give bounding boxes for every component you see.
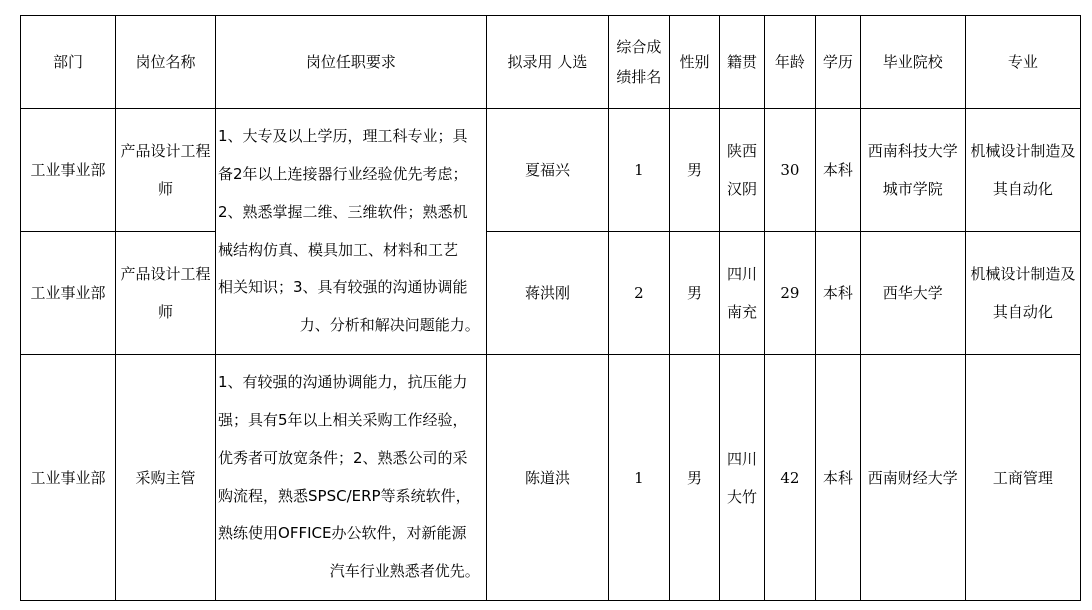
- cell-dept: 工业事业部: [21, 109, 116, 232]
- cell-major-line1: 机械设计制造及: [970, 265, 1076, 283]
- header-dept: 部门: [21, 16, 116, 109]
- cell-gender: 男: [669, 355, 720, 601]
- cell-position-line1: 产品设计工程: [120, 142, 211, 160]
- cell-position: [115, 109, 215, 232]
- req-line: 备2年以上连接器行业经验优先考虑；: [218, 164, 468, 183]
- cell-school: 西南财经大学: [860, 355, 965, 601]
- cell-origin: [720, 355, 764, 601]
- req-line: 1、有较强的沟通协调能力，抗压能力: [218, 373, 468, 392]
- header-position: 岗位名称: [115, 16, 215, 109]
- cell-origin-line1: 四川: [726, 449, 757, 468]
- cell-dept: 工业事业部: [21, 355, 116, 601]
- header-major: 专业: [965, 16, 1080, 109]
- cell-major: [965, 109, 1080, 232]
- cell-position-line2: 师: [157, 180, 173, 198]
- header-rank: [609, 16, 670, 109]
- req-line: 熟练使用OFFICE办公软件，对新能源: [218, 524, 467, 543]
- req-line: 汽车行业熟悉者优先。: [329, 562, 480, 581]
- cell-major-line2: 其自动化: [992, 180, 1053, 198]
- cell-position-line1: 产品设计工程: [120, 265, 211, 283]
- header-requirements: 岗位任职要求: [216, 16, 487, 109]
- req-line: 购流程，熟悉SPSC/ERP等系统软件，: [218, 486, 471, 505]
- cell-school: 西华大学: [860, 232, 965, 355]
- header-row: [21, 16, 1081, 109]
- cell-education: 本科: [816, 355, 860, 601]
- cell-origin-line1: 陕西: [726, 142, 757, 160]
- cell-candidate: 蒋洪刚: [486, 232, 608, 355]
- header-rank-line2: 绩排名: [616, 68, 662, 86]
- cell-rank: 1: [609, 355, 670, 601]
- cell-dept: 工业事业部: [21, 232, 116, 355]
- cell-education: 本科: [816, 232, 860, 355]
- header-gender: 性别: [669, 16, 720, 109]
- cell-major-line2: 其自动化: [992, 303, 1053, 321]
- req-line: 强；具有5年以上相关采购工作经验，: [218, 410, 468, 429]
- header-rank-line1: 综合成: [616, 38, 662, 56]
- cell-school: [860, 109, 965, 232]
- header-education: 学历: [816, 16, 860, 109]
- cell-rank: 2: [609, 232, 670, 355]
- cell-candidate: 夏福兴: [486, 109, 608, 232]
- cell-major: [965, 232, 1080, 355]
- cell-age: 42: [764, 355, 816, 601]
- table-row: [21, 232, 1081, 355]
- cell-origin: [720, 232, 764, 355]
- header-candidate: 拟录用 人选: [486, 16, 608, 109]
- recruitment-table: [20, 15, 1081, 601]
- req-line: 械结构仿真、模具加工、材料和工艺: [218, 240, 459, 259]
- header-school: 毕业院校: [860, 16, 965, 109]
- header-origin: 籍贯: [720, 16, 764, 109]
- cell-age: 30: [764, 109, 816, 232]
- req-line: 1、大专及以上学历，理工科专业；具: [218, 127, 468, 146]
- cell-origin-line2: 南充: [726, 303, 757, 321]
- req-line: 相关知识；3、具有较强的沟通协调能: [218, 278, 468, 297]
- cell-education: 本科: [816, 109, 860, 232]
- table-row: [21, 109, 1081, 232]
- cell-position: [115, 232, 215, 355]
- cell-school-line1: 西南科技大学: [867, 142, 958, 160]
- req-line: 力、分析和解决问题能力。: [299, 316, 480, 335]
- cell-major: 工商管理: [965, 355, 1080, 601]
- cell-age: 29: [764, 232, 816, 355]
- cell-requirements-purchase: [216, 355, 487, 601]
- cell-origin-line1: 四川: [726, 265, 757, 283]
- cell-rank: 1: [609, 109, 670, 232]
- cell-position: 采购主管: [115, 355, 215, 601]
- cell-gender: 男: [669, 109, 720, 232]
- cell-requirements-shared: [216, 109, 487, 355]
- table-row: [21, 355, 1081, 601]
- cell-origin-line2: 汉阴: [726, 180, 757, 198]
- cell-gender: 男: [669, 232, 720, 355]
- cell-origin: [720, 109, 764, 232]
- cell-major-line1: 机械设计制造及: [970, 142, 1076, 160]
- cell-position-line2: 师: [157, 303, 173, 321]
- req-line: 2、熟悉掌握二维、三维软件；熟悉机: [218, 202, 468, 221]
- cell-school-line2: 城市学院: [882, 180, 943, 198]
- header-age: 年龄: [764, 16, 816, 109]
- cell-origin-line2: 大竹: [726, 487, 757, 506]
- req-line: 优秀者可放宽条件；2、熟悉公司的采: [218, 448, 468, 467]
- cell-candidate: 陈道洪: [486, 355, 608, 601]
